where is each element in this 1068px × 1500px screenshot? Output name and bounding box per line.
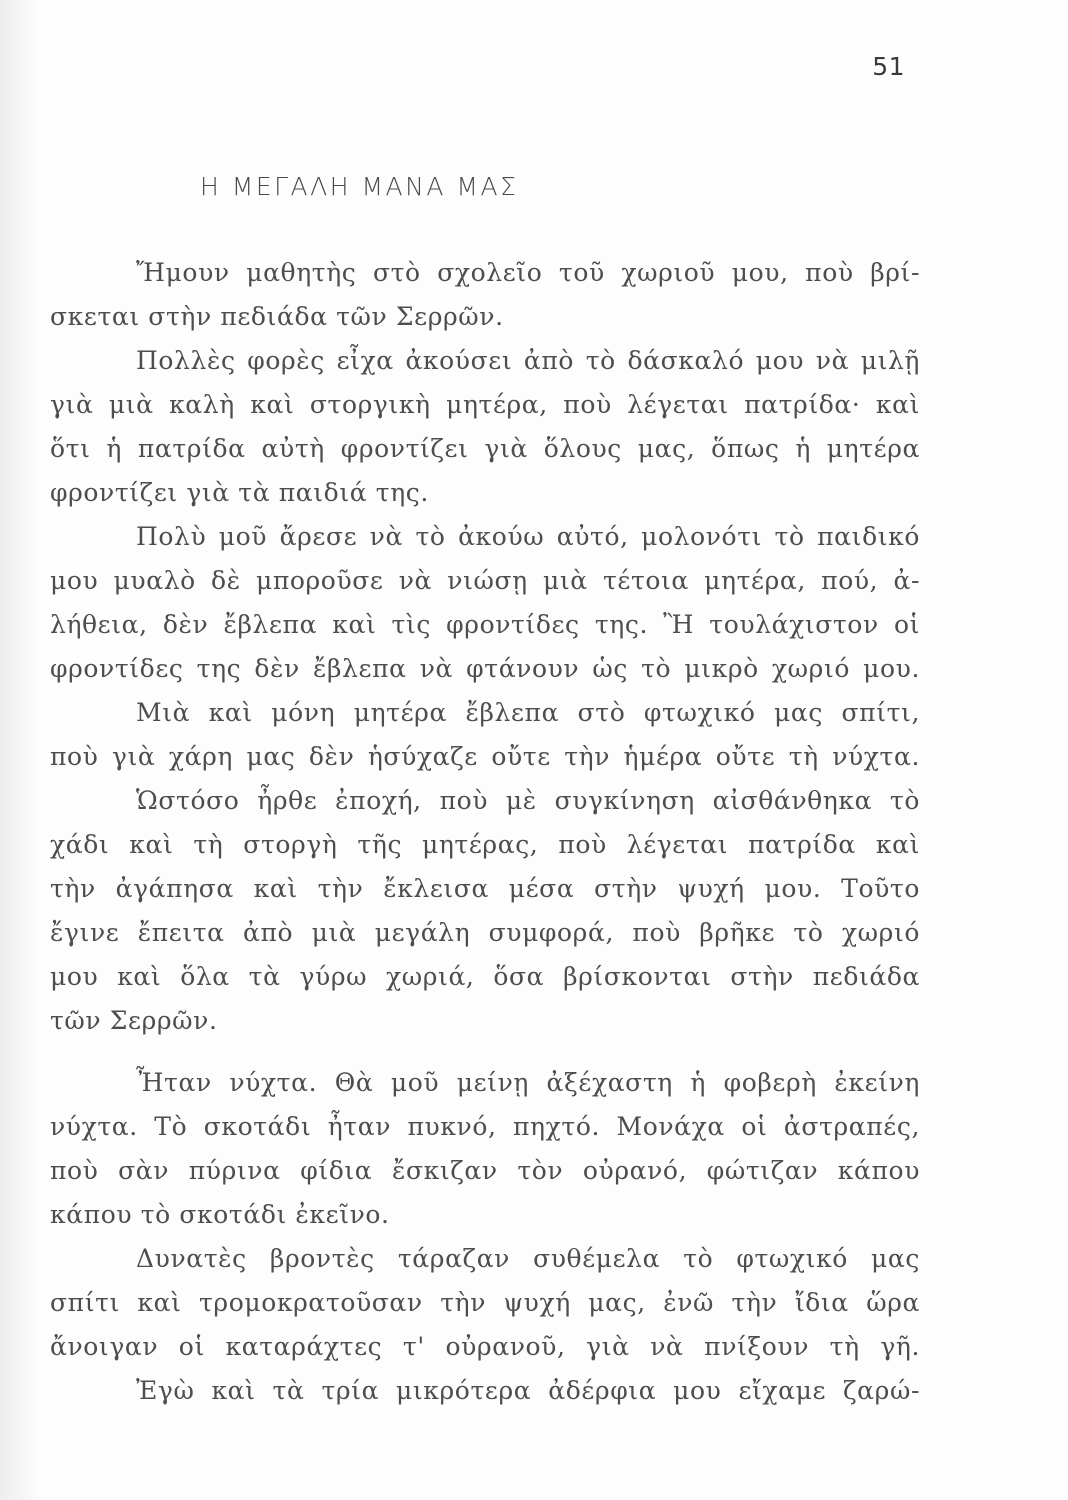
text-line: Δυνατὲς βροντὲς τάραζαν συθέμελα τὸ φτωχικό μας — [136, 1244, 920, 1273]
text-line: Ἦταν νύχτα. Θὰ μοῦ μείνῃ ἀξέχαστη ἡ φοβερὴ ἐκείνη — [136, 1068, 920, 1097]
text-line: τῶν Σερρῶν. — [50, 1006, 218, 1035]
text-line: κάπου τὸ σκοτάδι ἐκεῖνο. — [50, 1200, 390, 1229]
text-line: ἄνοιγαν οἱ καταράχτες τ' οὐρανοῦ, γιὰ νὰ πνίξουν τὴ γῆ. — [50, 1332, 920, 1361]
text-line: ὅτι ἡ πατρίδα αὐτὴ φροντίζει γιὰ ὅλους μας, ὅπως ἡ μητέρα — [50, 434, 920, 463]
text-line: Πολλὲς φορὲς εἶχα ἀκούσει ἀπὸ τὸ δάσκαλό μου νὰ μιλῇ — [136, 346, 920, 375]
text-line: φροντίζει γιὰ τὰ παιδιά της. — [50, 478, 429, 507]
text-line: σκεται στὴν πεδιάδα τῶν Σερρῶν. — [50, 302, 504, 331]
text-line: νύχτα. Τὸ σκοτάδι ἦταν πυκνό, πηχτό. Μονάχα οἱ ἀστραπές, — [50, 1112, 920, 1141]
text-line: Πολὺ μοῦ ἄρεσε νὰ τὸ ἀκούω αὐτό, μολονότι τὸ παιδικό — [136, 522, 920, 551]
text-line: μου καὶ ὅλα τὰ γύρω χωριά, ὅσα βρίσκονται στὴν πεδιάδα — [50, 962, 920, 991]
text-line: Ἤμουν μαθητὴς στὸ σχολεῖο τοῦ χωριοῦ μου, ποὺ βρί- — [136, 258, 920, 287]
text-line: γιὰ μιὰ καλὴ καὶ στοργικὴ μητέρα, ποὺ λέγεται πατρίδα· καὶ — [50, 390, 920, 419]
text-line: χάδι καὶ τὴ στοργὴ τῆς μητέρας, ποὺ λέγεται πατρίδα καὶ — [50, 830, 920, 859]
text-line: ἔγινε ἔπειτα ἀπὸ μιὰ μεγάλη συμφορά, ποὺ βρῆκε τὸ χωριό — [50, 918, 920, 947]
text-line: Μιὰ καὶ μόνη μητέρα ἔβλεπα στὸ φτωχικό μας σπίτι, — [136, 698, 920, 727]
text-line: φροντίδες της δὲν ἔβλεπα νὰ φτάνουν ὡς τὸ μικρὸ χωριό μου. — [50, 654, 920, 683]
page-number: 51 — [872, 52, 905, 81]
text-line: λήθεια, δὲν ἔβλεπα καὶ τὶς φροντίδες της. Ἢ τουλάχιστον οἱ — [50, 610, 920, 639]
text-line: Ἐγὼ καὶ τὰ τρία μικρότερα ἀδέρφια μου εἴχαμε ζαρώ- — [136, 1376, 920, 1405]
text-line: μου μυαλὸ δὲ μποροῦσε νὰ νιώσῃ μιὰ τέτοια μητέρα, πού, ἀ- — [50, 566, 920, 595]
text-line: τὴν ἀγάπησα καὶ τὴν ἔκλεισα μέσα στὴν ψυχή μου. Τοῦτο — [50, 874, 920, 903]
text-line: Ὡστόσο ἦρθε ἐποχή, ποὺ μὲ συγκίνηση αἰσθάνθηκα τὸ — [136, 786, 920, 815]
page-edge-shadow — [0, 0, 40, 1500]
text-line: ποὺ σὰν πύρινα φίδια ἔσκιζαν τὸν οὐρανό, φώτιζαν κάπου — [50, 1156, 920, 1185]
chapter-title: Η ΜΕΓΑΛΗ ΜΑΝΑ ΜΑΣ — [200, 172, 519, 201]
text-line: σπίτι καὶ τρομοκρατοῦσαν τὴν ψυχή μας, ἐνῶ τὴν ἴδια ὥρα — [50, 1288, 920, 1317]
text-line: ποὺ γιὰ χάρη μας δὲν ἡσύχαζε οὔτε τὴν ἡμέρα οὔτε τὴ νύχτα. — [50, 742, 920, 771]
